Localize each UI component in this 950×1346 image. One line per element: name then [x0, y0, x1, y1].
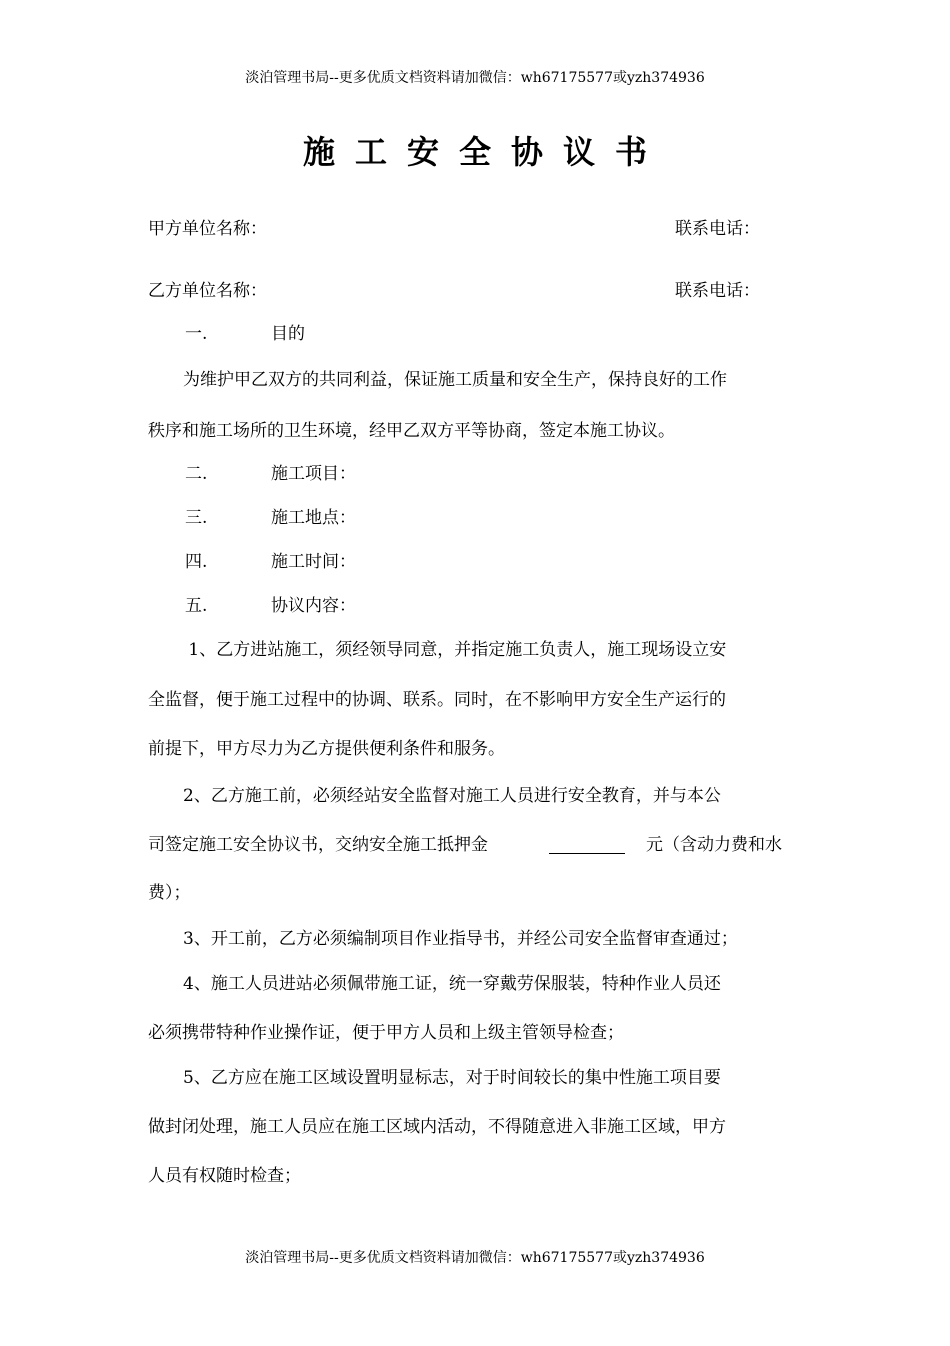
- section-5-heading: 协议内容：: [271, 596, 356, 616]
- clause-4-line-1: 4、施工人员进站必须佩带施工证，统一穿戴劳保服装，特种作业人员还: [183, 974, 721, 994]
- party-b-phone-label: 联系电话：: [675, 281, 760, 301]
- purpose-line-1: 为维护甲乙双方的共同利益，保证施工质量和安全生产，保持良好的工作: [183, 370, 727, 390]
- section-3-heading: 施工地点：: [271, 508, 356, 528]
- section-2-heading: 施工项目：: [271, 464, 356, 484]
- clause-5-line-1: 5、乙方应在施工区域设置明显标志，对于时间较长的集中性施工项目要: [183, 1068, 721, 1088]
- document-title: 施工安全协议书: [302, 133, 667, 171]
- clause-2-line-2: 司签定施工安全协议书，交纳安全施工抵押金: [148, 835, 488, 855]
- section-1-heading: 目的: [271, 324, 305, 344]
- party-a-phone-label: 联系电话：: [675, 219, 760, 239]
- clause-5-line-2: 做封闭处理，施工人员应在施工区域内活动，不得随意进入非施工区域，甲方: [148, 1117, 726, 1137]
- party-b-name-label: 乙方单位名称：: [148, 281, 267, 301]
- clause-4-line-2: 必须携带特种作业操作证，便于甲方人员和上级主管领导检查；: [148, 1023, 624, 1043]
- clause-1-line-3: 前提下，甲方尽力为乙方提供便利条件和服务。: [148, 739, 505, 759]
- clause-5-line-3: 人员有权随时检查；: [148, 1166, 301, 1186]
- clause-2-line-3: 费）；: [148, 883, 191, 903]
- clause-2-line-2-end: 元（含动力费和水: [646, 835, 782, 855]
- clause-1-line-1: 1、乙方进站施工，须经领导同意，并指定施工负责人，施工现场设立安: [183, 640, 727, 660]
- party-a-name-label: 甲方单位名称：: [148, 219, 267, 239]
- section-5-number: 五.: [185, 596, 208, 616]
- section-3-number: 三.: [185, 508, 208, 528]
- clause-3-line-1: 3、开工前，乙方必须编制项目作业指导书，并经公司安全监督审查通过；: [183, 929, 738, 949]
- clause-1-line-2: 全监督，便于施工过程中的协调、联系。同时，在不影响甲方安全生产运行的: [148, 690, 726, 710]
- deposit-amount-blank: [549, 853, 625, 854]
- section-2-number: 二.: [185, 464, 208, 484]
- purpose-line-2: 秩序和施工场所的卫生环境，经甲乙双方平等协商，签定本施工协议。: [148, 421, 675, 441]
- section-4-heading: 施工时间：: [271, 552, 356, 572]
- section-4-number: 四.: [185, 552, 208, 572]
- page-header: 淡泊管理书局--更多优质文档资料请加微信：wh67175577或yzh374936: [245, 70, 705, 86]
- page-footer: 淡泊管理书局--更多优质文档资料请加微信：wh67175577或yzh374936: [245, 1250, 705, 1266]
- clause-2-line-1: 2、乙方施工前，必须经站安全监督对施工人员进行安全教育，并与本公: [183, 786, 721, 806]
- section-1-number: 一.: [185, 324, 208, 344]
